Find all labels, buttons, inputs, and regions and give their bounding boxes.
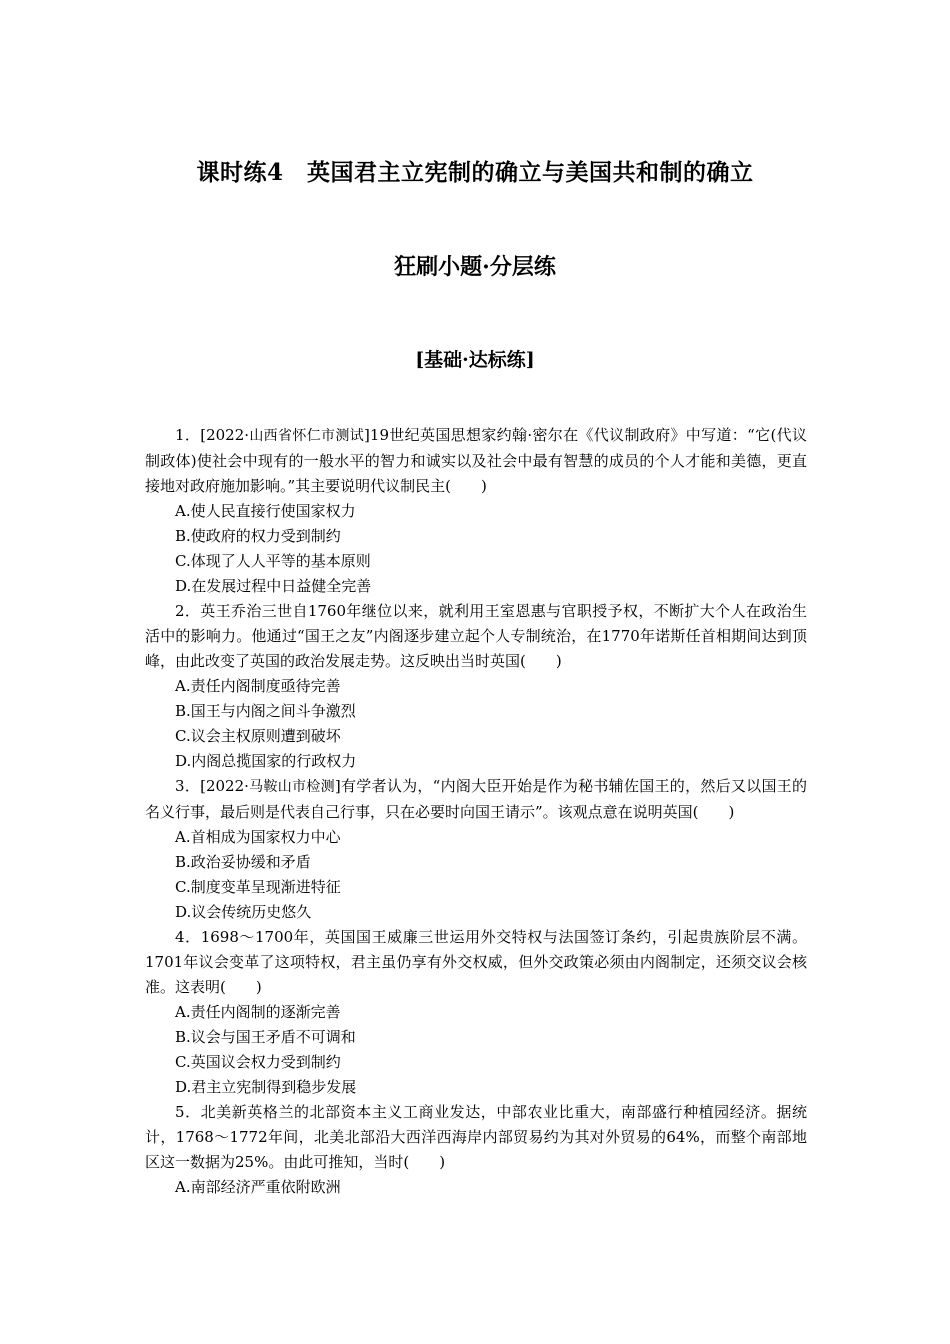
option-d: D.在发展过程中日益健全完善 <box>175 577 372 595</box>
option-a: A.使人民直接行使国家权力 <box>175 502 356 520</box>
option-b: B.议会与国王矛盾不可调和 <box>175 1028 356 1046</box>
option-b: B.政治妥协缓和矛盾 <box>175 853 311 871</box>
question-item <box>145 1100 807 1200</box>
question-stem: 5．北美新英格兰的北部资本主义工商业发达，中部农业比重大，南部盛行种植园经济。据统计，1768～1772年间，北美北部沿大西洋西海岸内部贸易约为其对外贸易的64%，而整个南部地区这一数据为25%。由此可推知，当时( ) <box>145 1103 807 1171</box>
question-stem: 2．英王乔治三世自1760年继位以来，就利用王室恩惠与官职授予权，不断扩大个人在政治生活中的影响力。他通过“国王之友”内阁逐步建立起个人专制统治，在1770年诺斯任首相期间达到顶峰，由此改变了英国的政治发展走势。这反映出当时英国( ) <box>145 602 807 670</box>
option-d: D.议会传统历史悠久 <box>175 903 312 921</box>
option-c: C.英国议会权力受到制约 <box>175 1053 341 1071</box>
option-c: C.体现了人人平等的基本原则 <box>175 552 371 570</box>
option-a: A.南部经济严重依附欧洲 <box>175 1178 341 1196</box>
question-item <box>145 423 807 599</box>
option-b: B.国王与内阁之间斗争激烈 <box>175 702 356 720</box>
page-title: 课时练4 英国君主立宪制的确立与美国共和制的确立 <box>196 159 754 186</box>
question-item <box>145 774 807 925</box>
option-c: C.制度变革呈现渐进特征 <box>175 878 341 896</box>
option-b: B.使政府的权力受到制约 <box>175 527 341 545</box>
question-source: 马鞍山市检测 <box>248 779 335 795</box>
option-a: A.责任内阁制的逐渐完善 <box>175 1003 341 1021</box>
section-heading: [基础·达标练] <box>415 349 535 371</box>
question-source: 山西省怀仁市测试 <box>249 428 365 444</box>
option-a: A.首相成为国家权力中心 <box>175 828 341 846</box>
option-c: C.议会主权原则遭到破坏 <box>175 727 341 745</box>
question-list <box>145 423 807 1200</box>
page-subtitle: 狂刷小题·分层练 <box>394 254 556 280</box>
question-item <box>145 599 807 774</box>
question-stem: 1．[2022·山西省怀仁市测试]19世纪英国思想家约翰·密尔在《代议制政府》中写道：“它(代议制政体)使社会中现有的一般水平的智力和诚实以及社会中最有智慧的成员的个人才能和美德，更直接地对政府施加影响。”其主要说明代议制民主( ) <box>145 426 808 495</box>
question-stem: 3．[2022·马鞍山市检测]有学者认为，“内阁大臣开始是作为秘书辅佐国王的，然后又以国王的名义行事，最后则是代表自己行事，只在必要时向国王请示”。该观点意在说明英国( ) <box>145 777 808 821</box>
question-item <box>145 925 807 1100</box>
option-d: D.内阁总揽国家的行政权力 <box>175 752 357 770</box>
question-stem: 4．1698～1700年，英国国王威廉三世运用外交特权与法国签订条约，引起贵族阶层不满。1701年议会变革了这项特权，君主虽仍享有外交权威，但外交政策必须由内阁制定，还须交议会核准。这表明( ) <box>145 928 807 996</box>
option-d: D.君主立宪制得到稳步发展 <box>175 1078 357 1096</box>
option-a: A.责任内阁制度亟待完善 <box>175 677 341 695</box>
